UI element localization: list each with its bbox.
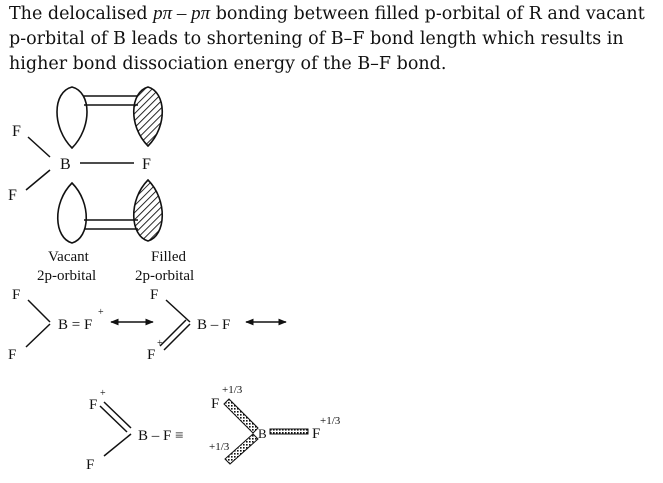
f-top-atom: F — [12, 123, 21, 140]
r2-f-bottom: F — [147, 347, 156, 363]
p-pi-bond-notation: pπ – pπ — [153, 3, 211, 24]
hybrid-charge-bottom: +1/3 — [209, 441, 230, 453]
resonance-hybrid — [209, 384, 341, 464]
filled-caption-line2: 2p-orbital — [135, 268, 195, 284]
hybrid-f-top: F — [211, 396, 220, 412]
r1-bond-bottom — [26, 324, 50, 347]
hybrid-f-right: F — [312, 426, 321, 442]
f-right-atom: F — [142, 156, 151, 173]
r1-plus-charge: + — [98, 307, 104, 318]
boron-atom: B — [60, 156, 71, 173]
r1-f-top: F — [12, 287, 21, 303]
r2-plus-charge: + — [157, 338, 163, 349]
vacant-caption-line2: 2p-orbital — [37, 268, 97, 284]
filled-orbital-lower-lobe — [134, 180, 163, 241]
paragraph-text-2: bonding between filled p-orbital of R and vacant p-orbital of B leads to shortening of B–F bond length which results in higher bond dissociation energy of the B–F bond. — [9, 4, 645, 74]
r2-double-bond-1 — [164, 324, 190, 350]
hybrid-bond-top-dotted — [224, 399, 258, 433]
resonance-structure-1 — [8, 287, 156, 363]
vacant-caption-line1: Vacant — [48, 249, 89, 265]
vacant-orbital-lower-lobe — [58, 183, 87, 243]
r3-b-single-f: B – F ≡ — [138, 428, 184, 444]
resonance-structure-2 — [147, 287, 286, 363]
filled-caption-line1: Filled — [151, 249, 187, 265]
orbital-diagram — [8, 87, 194, 284]
vacant-orbital-upper-lobe — [57, 87, 87, 148]
r3-f-top: F — [89, 397, 98, 413]
r2-double-bond-2 — [160, 320, 186, 346]
f-b-bond-top — [28, 137, 50, 157]
r3-bond-bottom — [104, 434, 131, 456]
hybrid-charge-top: +1/3 — [222, 384, 243, 396]
r3-double-bond-1 — [104, 402, 131, 428]
explanation-paragraph — [9, 1, 659, 77]
r2-f-top: F — [150, 287, 159, 303]
r2-b-single-f: B – F — [197, 317, 231, 333]
hybrid-bond-right-dotted — [270, 429, 308, 434]
resonance-structure-3 — [86, 388, 184, 473]
r1-b-double-f: B = F — [58, 317, 93, 333]
r3-double-bond-2 — [100, 406, 127, 432]
filled-orbital-upper-lobe — [134, 87, 163, 146]
r3-f-bottom: F — [86, 457, 95, 473]
hybrid-boron: B — [258, 426, 267, 441]
paragraph-text-1: The delocalised — [9, 4, 154, 24]
r1-bond-top — [28, 300, 50, 322]
bf3-resonance-figure — [0, 80, 400, 480]
r2-bond-top — [166, 300, 190, 322]
hybrid-charge-right: +1/3 — [320, 415, 341, 427]
r1-f-bottom: F — [8, 347, 17, 363]
hybrid-bond-bottom-dotted — [225, 434, 258, 464]
f-b-bond-bottom — [26, 170, 50, 190]
r3-plus-charge: + — [100, 388, 106, 399]
f-bottom-atom: F — [8, 187, 17, 204]
